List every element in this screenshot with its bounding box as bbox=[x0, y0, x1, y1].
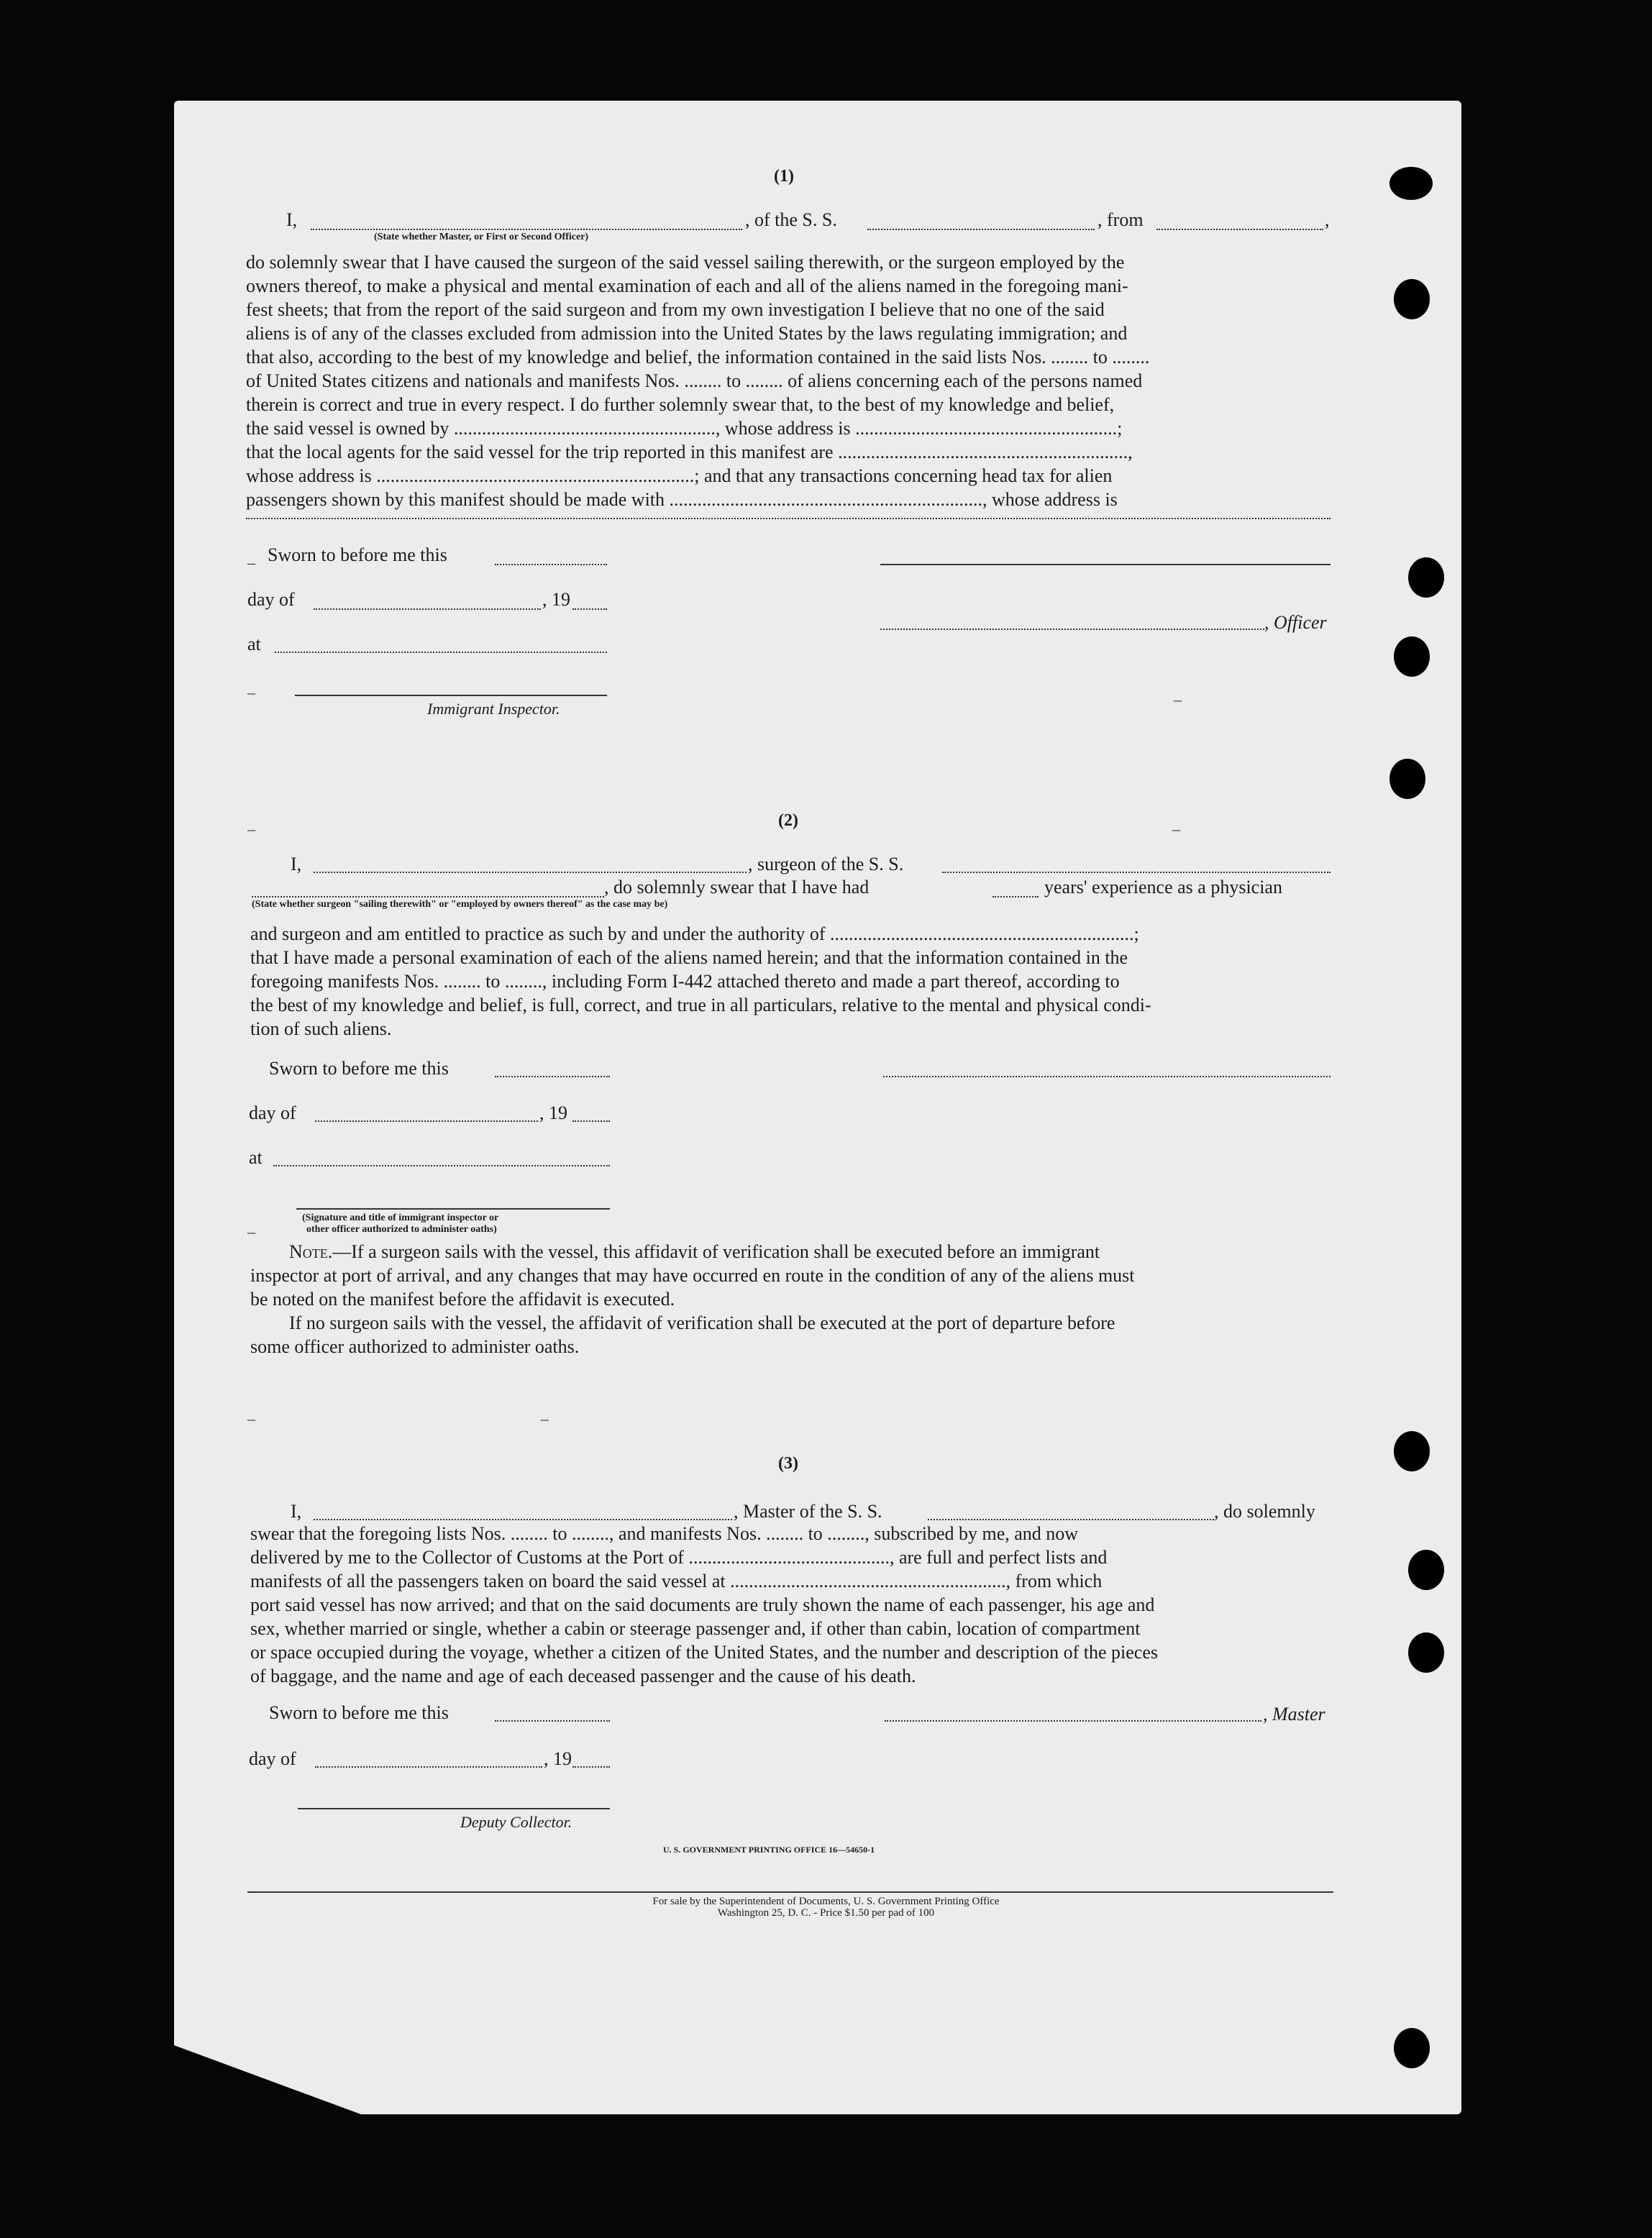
inspector-signature-line bbox=[295, 695, 607, 696]
section-1-officer: , Officer bbox=[1264, 612, 1327, 633]
punch-hole bbox=[1394, 636, 1430, 677]
mark: _ bbox=[247, 548, 255, 566]
section-3-sworn: Sworn to before me this bbox=[269, 1702, 449, 1723]
note-label: Note. bbox=[289, 1241, 333, 1262]
sale-notice-line-2: Washington 25, D. C. - Price $1.50 per pad of 100 bbox=[717, 1907, 935, 1919]
section-1-from: , from bbox=[1097, 209, 1144, 230]
note-line: If no surgeon sails with the vessel, the affidavit of verification shall be executed at the port of departure before bbox=[289, 1312, 1115, 1333]
surgeon-status-field bbox=[252, 896, 604, 898]
officer-title-line bbox=[880, 629, 1264, 630]
section-2-intro-i: I, bbox=[291, 854, 302, 874]
section-1-line: do solemnly swear that I have caused the surgeon of the said vessel sailing therewith, or the surgeon employed by the bbox=[246, 252, 1125, 273]
section-1-intro-i: I, bbox=[286, 209, 298, 230]
section-2-surgeon-of: , surgeon of the S. S. bbox=[748, 854, 904, 874]
section-3-collector: Deputy Collector. bbox=[460, 1813, 572, 1831]
mark: – bbox=[541, 1410, 549, 1428]
section-3-line: manifests of all the passengers taken on board the said vessel at ..........................................................., from which bbox=[250, 1571, 1103, 1591]
section-1-year: , 19 bbox=[542, 589, 570, 610]
section-1-inspector: Immigrant Inspector. bbox=[427, 700, 560, 718]
master-name-field bbox=[314, 1519, 732, 1520]
section-1-day-of: day of bbox=[247, 589, 295, 610]
note-line bbox=[250, 1240, 1335, 1264]
surgeon-name-field bbox=[314, 872, 747, 873]
section-3-master-of: , Master of the S. S. bbox=[734, 1501, 882, 1522]
section-1-line: the said vessel is owned by ........................................................, whose address is ........................................................; bbox=[246, 418, 1123, 439]
section-1-heading: (1) bbox=[774, 167, 794, 186]
mark: – bbox=[247, 683, 255, 701]
section-1-line: that also, according to the best of my knowledge and belief, the information contained in the said lists Nos. ........ to ........ bbox=[246, 347, 1150, 367]
note-line: some officer authorized to administer oaths. bbox=[250, 1336, 580, 1357]
mark: – bbox=[1174, 690, 1182, 708]
year-field bbox=[572, 608, 607, 610]
section-3-line: delivered by me to the Collector of Customs at the Port of ..........................................., are full and perfect lists and bbox=[250, 1547, 1108, 1568]
section-2-day-of: day of bbox=[249, 1102, 296, 1123]
section-3-heading: (3) bbox=[778, 1454, 798, 1473]
year-field-3 bbox=[572, 1766, 610, 1768]
vessel-name-field-2 bbox=[942, 872, 1331, 873]
punch-hole bbox=[1394, 1431, 1430, 1471]
section-2-line: the best of my knowledge and belief, is full, correct, and true in all particulars, relative to the mental and physical condi- bbox=[250, 995, 1151, 1015]
section-2-sworn: Sworn to before me this bbox=[269, 1058, 449, 1079]
day-field bbox=[314, 608, 541, 610]
section-1-body bbox=[246, 250, 1331, 511]
punch-hole bbox=[1408, 557, 1444, 598]
section-1-line: owners thereof, to make a physical and mental examination of each and all of the aliens named in the foregoing mani- bbox=[246, 275, 1128, 296]
mark: – bbox=[247, 1223, 255, 1241]
section-2-state-note: (State whether surgeon "sailing therewith" or "employed by owners thereof" as the case may be) bbox=[252, 899, 668, 910]
section-3-intro-i: I, bbox=[291, 1501, 302, 1522]
section-1-at: at bbox=[247, 634, 261, 654]
master-signature-line bbox=[885, 1720, 1261, 1722]
place-field bbox=[275, 652, 607, 653]
punch-hole bbox=[1408, 1550, 1444, 1590]
section-2-at: at bbox=[249, 1147, 263, 1168]
printing-office-imprint: U. S. GOVERNMENT PRINTING OFFICE 16—54650-1 bbox=[663, 1845, 875, 1855]
section-2-note bbox=[250, 1240, 1335, 1358]
mark: – bbox=[1172, 820, 1180, 838]
punch-hole bbox=[1389, 167, 1433, 200]
mark: – bbox=[247, 1410, 255, 1428]
sale-notice-line-1: For sale by the Superintendent of Documents, U. S. Government Printing Office bbox=[652, 1896, 1000, 1907]
section-2-body bbox=[250, 922, 1331, 1041]
officer-title-field bbox=[311, 229, 742, 230]
section-3-line: swear that the foregoing lists Nos. ........ to ........, and manifests Nos. ........ to ........, subscribed by me, and now bbox=[250, 1523, 1079, 1544]
section-2-heading: (2) bbox=[778, 811, 798, 830]
section-2-line: tion of such aliens. bbox=[250, 1018, 392, 1039]
section-1-of-ss: , of the S. S. bbox=[745, 209, 837, 230]
section-2-line: that I have made a personal examination of each of the aliens named herein; and that the information contained in the bbox=[250, 947, 1128, 968]
day-field-3 bbox=[315, 1766, 542, 1768]
punch-hole bbox=[1408, 1632, 1444, 1673]
section-2-swear: , do solemnly swear that I have had bbox=[604, 877, 870, 898]
note-line: be noted on the manifest before the affidavit is executed. bbox=[250, 1289, 675, 1310]
note-line: inspector at port of arrival, and any changes that may have occurred en route in the condition of any of the aliens must bbox=[250, 1265, 1135, 1286]
punch-hole bbox=[1389, 759, 1425, 799]
note-text: —If a surgeon sails with the vessel, this affidavit of verification shall be executed before an immigrant bbox=[332, 1241, 1100, 1262]
section-1-sworn: Sworn to before me this bbox=[268, 544, 447, 565]
section-3-body bbox=[250, 1522, 1335, 1688]
sworn-date-field-3 bbox=[495, 1720, 610, 1722]
vessel-name-field bbox=[867, 229, 1095, 230]
footer-rule bbox=[247, 1891, 1333, 1893]
section-3-master: , Master bbox=[1263, 1704, 1325, 1725]
departure-port-field bbox=[1156, 229, 1323, 230]
day-field-2 bbox=[315, 1120, 538, 1122]
section-3-day-of: day of bbox=[249, 1748, 296, 1769]
comma: , bbox=[1325, 209, 1330, 230]
years-field bbox=[992, 896, 1039, 898]
blank-line bbox=[246, 518, 1331, 519]
section-2-line: and surgeon and am entitled to practice as such by and under the authority of .................................................................; bbox=[250, 923, 1139, 944]
section-2-sig-note-2: other officer authorized to administer oaths) bbox=[306, 1224, 497, 1235]
sworn-date-field-2 bbox=[495, 1076, 610, 1077]
section-1-line: whose address is ....................................................................; and that any transactions concerning head tax for alien bbox=[246, 465, 1113, 486]
vessel-name-field-3 bbox=[928, 1519, 1214, 1520]
section-1-line: aliens is of any of the classes excluded from admission into the United States by the laws regulating immigration; and bbox=[246, 323, 1128, 344]
sworn-date-field bbox=[495, 564, 607, 565]
section-1-line: of United States citizens and nationals and manifests Nos. ........ to ........ of aliens concerning each of the persons named bbox=[246, 370, 1143, 391]
section-1-state-note: (State whether Master, or First or Second Officer) bbox=[374, 232, 589, 242]
section-2-years: years' experience as a physician bbox=[1044, 877, 1282, 898]
surgeon-signature-line bbox=[883, 1076, 1331, 1077]
section-3-do-solemnly: , do solemnly bbox=[1214, 1501, 1315, 1522]
section-2-sig-note-1: (Signature and title of immigrant inspector or bbox=[302, 1212, 499, 1223]
section-1-line: that the local agents for the said vessel for the trip reported in this manifest are .............................................................., bbox=[246, 442, 1133, 462]
punch-hole bbox=[1394, 279, 1430, 319]
place-field-2 bbox=[273, 1165, 610, 1166]
administering-officer-line bbox=[296, 1208, 610, 1210]
punch-hole bbox=[1394, 2028, 1430, 2068]
section-3-line: or space occupied during the voyage, whether a citizen of the United States, and the number and description of the pieces bbox=[250, 1642, 1159, 1663]
section-1-line: passengers shown by this manifest should be made with ..................................................................., whose address is bbox=[246, 489, 1118, 510]
collector-signature-line bbox=[298, 1808, 610, 1809]
section-3-line: port said vessel has now arrived; and that on the said documents are truly shown the name of each passenger, his age and bbox=[250, 1594, 1155, 1615]
section-3-line: sex, whether married or single, whether a cabin or steerage passenger and, if other than cabin, location of compartment bbox=[250, 1618, 1141, 1639]
section-1-line: therein is correct and true in every respect. I do further solemnly swear that, to the best of my knowledge and belief, bbox=[246, 394, 1115, 415]
officer-signature-line bbox=[880, 564, 1331, 565]
section-3-year: , 19 bbox=[544, 1748, 572, 1769]
section-1-line: fest sheets; that from the report of the said surgeon and from my own investigation I believe that no one of the said bbox=[246, 299, 1105, 320]
section-2-line: foregoing manifests Nos. ........ to ........, including Form I-442 attached thereto and made a part thereof, according to bbox=[250, 971, 1120, 992]
section-2-year: , 19 bbox=[539, 1102, 567, 1123]
mark: – bbox=[247, 820, 255, 838]
section-3-line: of baggage, and the name and age of each deceased passenger and the cause of his death. bbox=[250, 1666, 916, 1686]
year-field-2 bbox=[572, 1120, 610, 1122]
